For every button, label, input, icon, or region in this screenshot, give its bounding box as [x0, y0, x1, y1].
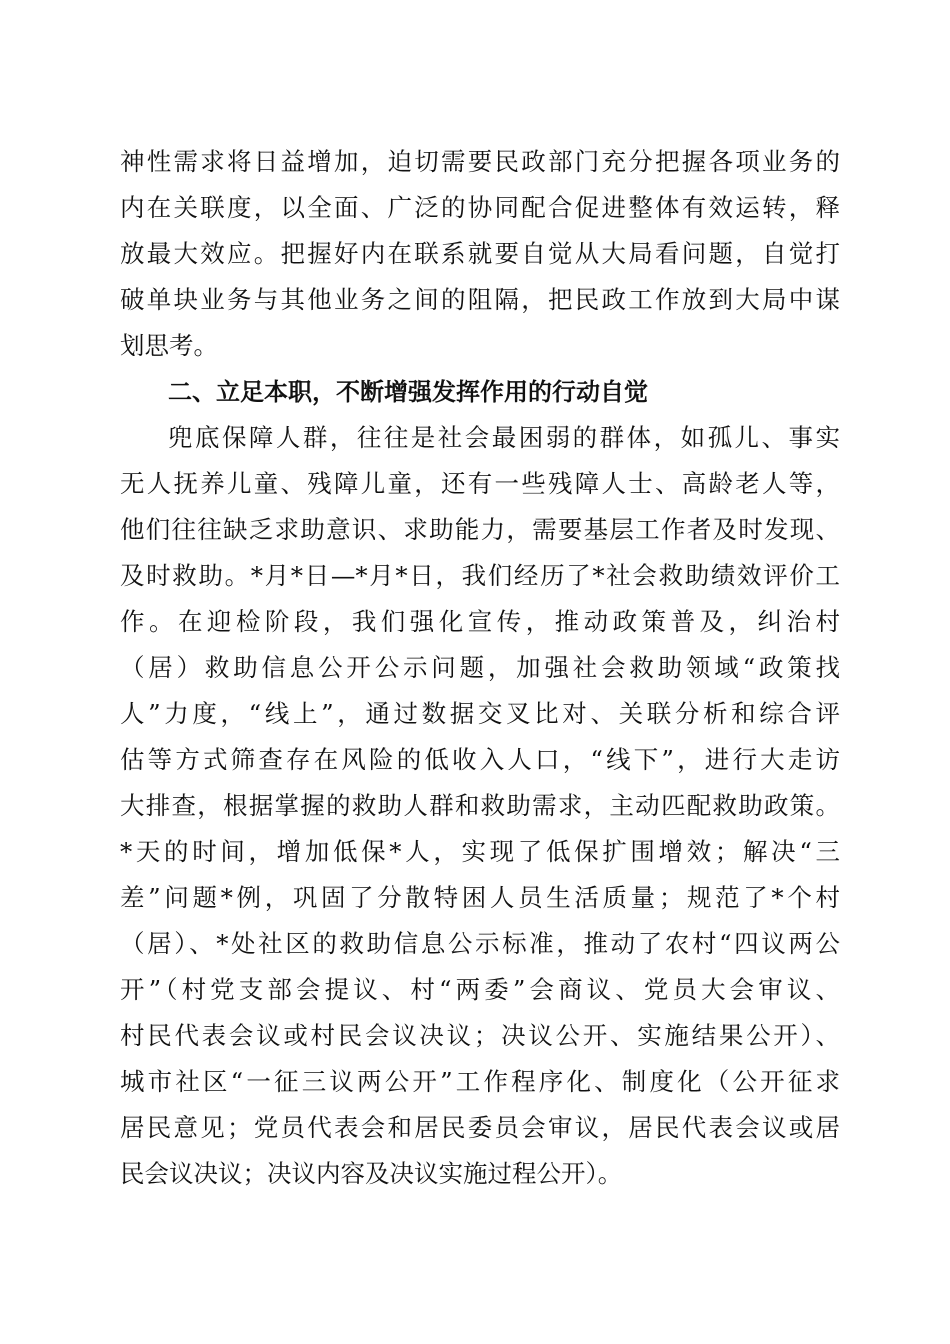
paragraph-1-line-1: 神性需求将日益增加，迫切需要民政部门充分把握各项业务的	[120, 147, 840, 176]
paragraph-2-line-2: 无人抚养儿童、残障儿童，还有一些残障人士、高龄老人等，	[120, 469, 840, 498]
paragraph-2-line-14: 村民代表会议或村民会议决议；决议公开、实施结果公开）、	[120, 1021, 840, 1050]
paragraph-2-line-3: 他们往往缺乏求助意识、求助能力，需要基层工作者及时发现、	[120, 515, 840, 544]
paragraph-2-line-7: 人”力度，“线上”，通过数据交叉比对、关联分析和综合评	[120, 699, 840, 728]
paragraph-2-line-12: （居）、*处社区的救助信息公示标准，推动了农村“四议两公	[120, 929, 840, 958]
paragraph-2-line-1: 兜底保障人群，往往是社会最困弱的群体，如孤儿、事实	[168, 423, 840, 452]
paragraph-2-line-10: *天的时间，增加低保*人，实现了低保扩围增效；解决“三	[120, 837, 840, 866]
paragraph-2-line-6: （居）救助信息公开公示问题，加强社会救助领域“政策找	[120, 653, 840, 682]
paragraph-2-line-17: 民会议决议；决议内容及决议实施过程公开）。	[120, 1159, 623, 1188]
paragraph-2-line-9: 大排查，根据掌握的救助人群和救助需求，主动匹配救助政策。	[120, 791, 840, 820]
paragraph-2-line-16: 居民意见；党员代表会和居民委员会审议，居民代表会议或居	[120, 1113, 840, 1142]
section-heading: 二、立足本职，不断增强发挥作用的行动自觉	[168, 378, 648, 406]
paragraph-2-line-5: 作。在迎检阶段，我们强化宣传，推动政策普及，纠治村	[120, 607, 840, 636]
paragraph-2-line-11: 差”问题*例，巩固了分散特困人员生活质量；规范了*个村	[120, 883, 840, 912]
paragraph-1-line-5: 划思考。	[120, 331, 218, 360]
paragraph-1-line-2: 内在关联度，以全面、广泛的协同配合促进整体有效运转，释	[120, 193, 840, 222]
paragraph-2-line-15: 城市社区“一征三议两公开”工作程序化、制度化（公开征求	[120, 1067, 840, 1096]
paragraph-1-line-4: 破单块业务与其他业务之间的阻隔，把民政工作放到大局中谋	[120, 285, 840, 314]
paragraph-2-line-4: 及时救助。*月*日—*月*日，我们经历了*社会救助绩效评价工	[120, 561, 840, 590]
paragraph-2-line-13: 开”（村党支部会提议、村“两委”会商议、党员大会审议、	[120, 975, 840, 1004]
paragraph-1-line-3: 放最大效应。把握好内在联系就要自觉从大局看问题，自觉打	[120, 239, 840, 268]
paragraph-2-line-8: 估等方式筛查存在风险的低收入人口，“线下”，进行大走访	[120, 745, 840, 774]
